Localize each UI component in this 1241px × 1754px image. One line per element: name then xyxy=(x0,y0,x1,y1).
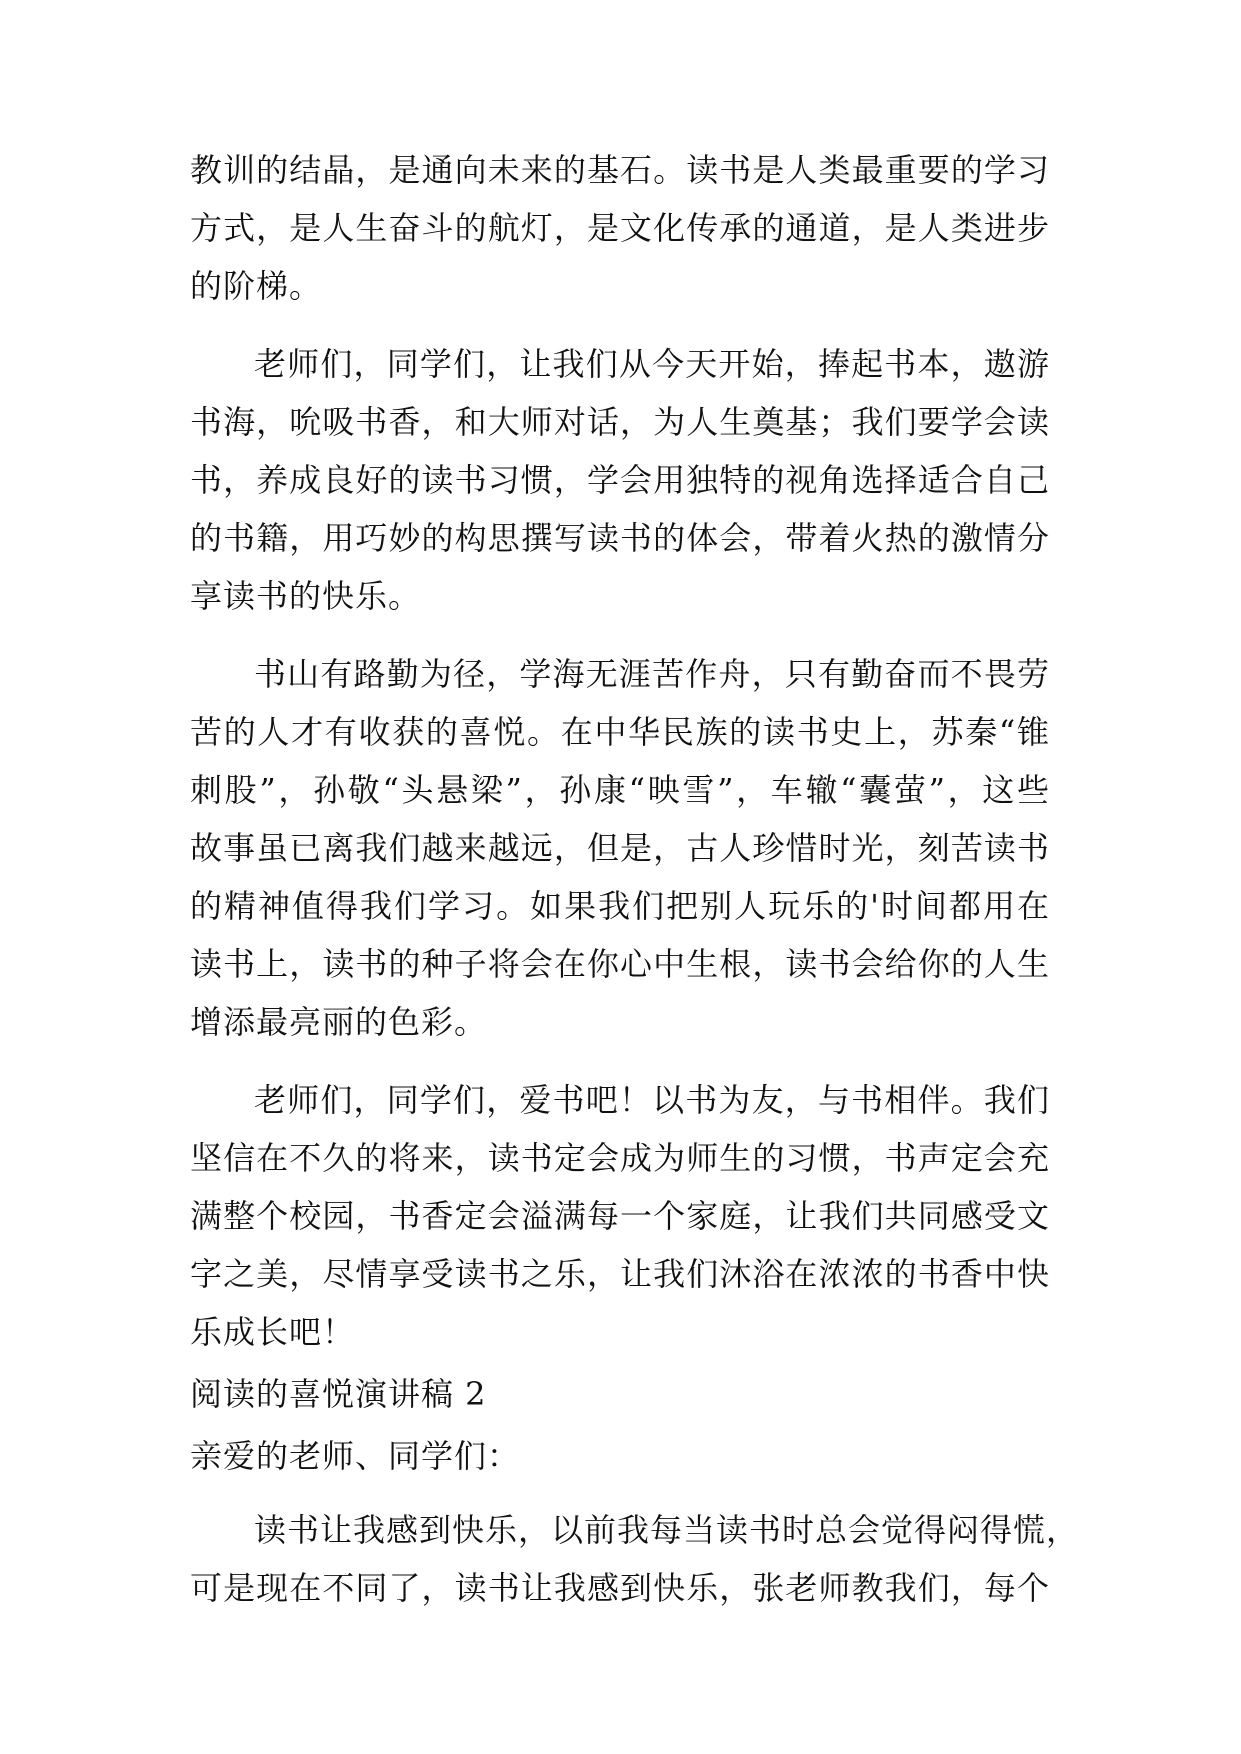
salutation: 亲爱的老师、同学们： xyxy=(190,1437,521,1475)
paragraph-line: 增添最亮丽的色彩。 xyxy=(190,1003,488,1041)
paragraph-line: 方式，是人生奋斗的航灯，是文化传承的通道，是人类进步 xyxy=(190,209,1050,247)
paragraph-line: 书山有路勤为径，学海无涯苦作舟，只有勤奋而不畏劳 xyxy=(254,655,1050,693)
paragraph-line: 刺股”，孙敬“头悬梁”，孙康“映雪”，车辙“囊萤”，这些 xyxy=(190,771,1050,809)
paragraph-line: 老师们，同学们，爱书吧！以书为友，与书相伴。我们 xyxy=(254,1081,1050,1119)
paragraph-line: 的书籍，用巧妙的构思撰写读书的体会，带着火热的激情分 xyxy=(190,519,1050,557)
paragraph-line: 故事虽已离我们越来越远，但是，古人珍惜时光，刻苦读书 xyxy=(190,829,1050,867)
paragraph-line: 坚信在不久的将来，读书定会成为师生的习惯，书声定会充 xyxy=(190,1139,1050,1177)
paragraph-line: 读书让我感到快乐，以前我每当读书时总会觉得闷得慌， xyxy=(254,1511,1080,1549)
section-heading: 阅读的喜悦演讲稿 2 xyxy=(190,1375,487,1413)
paragraph-line: 教训的结晶，是通向未来的基石。读书是人类最重要的学习 xyxy=(190,151,1050,189)
paragraph-line: 乐成长吧！ xyxy=(190,1313,356,1351)
paragraph-line: 的阶梯。 xyxy=(190,267,323,305)
paragraph-line: 字之美，尽情享受读书之乐，让我们沐浴在浓浓的书香中快 xyxy=(190,1255,1050,1293)
paragraph-line: 书，养成良好的读书习惯，学会用独特的视角选择适合自己 xyxy=(190,461,1050,499)
paragraph-line: 书海，吮吸书香，和大师对话，为人生奠基；我们要学会读 xyxy=(190,403,1050,441)
paragraph-line: 的精神值得我们学习。如果我们把别人玩乐的'时间都用在 xyxy=(190,887,1050,925)
paragraph-line: 读书上，读书的种子将会在你心中生根，读书会给你的人生 xyxy=(190,945,1050,983)
paragraph-line: 享读书的快乐。 xyxy=(190,577,422,615)
paragraph-line: 满整个校园，书香定会溢满每一个家庭，让我们共同感受文 xyxy=(190,1197,1050,1235)
paragraph-line: 苦的人才有收获的喜悦。在中华民族的读书史上，苏秦“锥 xyxy=(190,713,1050,751)
paragraph-line: 可是现在不同了，读书让我感到快乐，张老师教我们，每个 xyxy=(190,1569,1050,1607)
paragraph-line: 老师们，同学们，让我们从今天开始，捧起书本，遨游 xyxy=(254,345,1050,383)
